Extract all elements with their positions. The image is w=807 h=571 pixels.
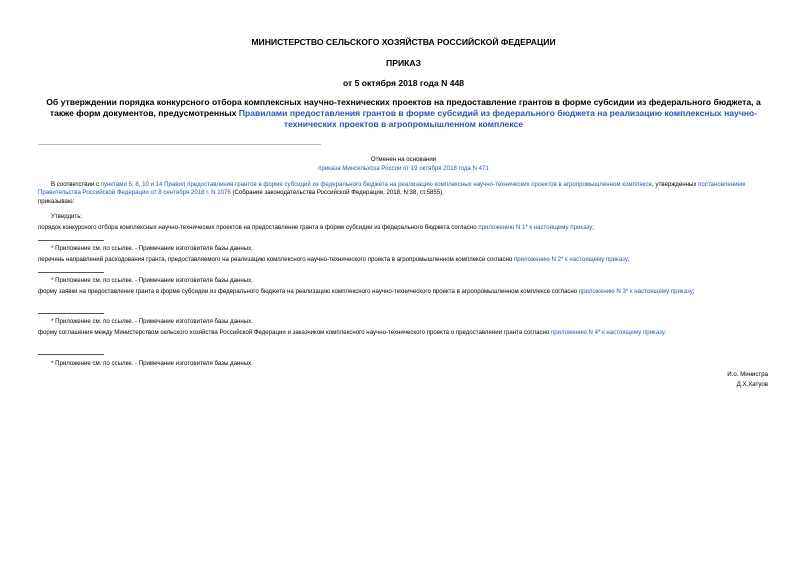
cancel-label: Отменен на основании [370, 156, 437, 163]
footnote-divider [38, 354, 104, 355]
preamble-text: , утвержденных [652, 181, 699, 188]
item-end: ; [592, 224, 594, 231]
footnote: * Приложение см. по ссылке. - Примечание изготовителя базы данных. [51, 360, 253, 367]
item-text: форму соглашения между Министерством сельского хозяйства Российской Федерации и заказчиком комплексного научно-технического проекта о предоставлении гранта согласно [38, 329, 551, 336]
item-end: . [664, 329, 667, 336]
date-number-heading: от 5 октября 2018 года N 448 [342, 78, 465, 88]
appendix-1-link[interactable]: приложению N 1* к настоящему приказу [478, 224, 593, 231]
footnote-divider [38, 240, 104, 241]
preamble-paragraph [38, 181, 769, 197]
item-text: перечень направлений расходования гранта, предоставляемого на реализацию комплексного научно-технического проекта в агропромышленном комплексе согласно [38, 256, 514, 263]
preamble-text: В соответствии с [51, 181, 101, 188]
preamble-text: (Собрание законодательства Российской Федерации, 2018, N 38, ст.5855), [230, 189, 444, 197]
government-decree-link[interactable]: постановлением Правительства Российской Федерации от 8 сентября 2018 г. N 1076 [38, 181, 746, 197]
signature-position: И.о. Министра [727, 371, 768, 378]
order-word: приказываю: [38, 198, 75, 205]
footnote-divider [38, 272, 104, 273]
footnote: * Приложение см. по ссылке. - Примечание изготовителя базы данных. [51, 318, 253, 325]
list-item [38, 224, 769, 232]
item-end: ; [692, 288, 695, 295]
title-rules-link[interactable]: Правилами предоставления грантов в форме субсидий из федерального бюджета на реализацию комплексных научно-технических проектов в агропромышленном комплексе [238, 108, 758, 129]
footnote: * Приложение см. по ссылке. - Примечание изготовителя базы данных. [51, 277, 253, 284]
appendix-3-link[interactable]: приложению N 3* к настоящему приказу [578, 288, 693, 295]
divider [38, 144, 321, 145]
footnote-divider [38, 313, 104, 314]
ministry-heading: МИНИСТЕРСТВО СЕЛЬСКОГО ХОЗЯЙСТВА РОССИЙСКОЙ ФЕДЕРАЦИИ [251, 37, 556, 47]
list-item [38, 329, 769, 337]
document-title [38, 97, 769, 130]
footnote: * Приложение см. по ссылке. - Примечание изготовителя базы данных. [51, 245, 253, 252]
cancel-link[interactable]: приказа Минсельхоза России от 19 октября 2018 года N 471 [318, 165, 489, 172]
appendix-2-link[interactable]: приложению N 2* к настоящему приказу [513, 256, 628, 263]
item-end: ; [627, 256, 630, 263]
doc-type-heading: ПРИКАЗ [386, 58, 421, 68]
item-text: форму заявки на предоставление гранта в форме субсидии из федерального бюджета на реализацию комплексного научно-технического проекта в агропромышленном комплексе согласно [38, 288, 579, 295]
list-item [38, 256, 769, 264]
rules-points-link[interactable]: пунктами 5, 8, 10 и 14 Правил предоставления грантов в форме субсидий из федерального бюджета на реализацию комплексных научно-технических проектов в агропромышленном комплексе [100, 181, 653, 188]
item-text: порядок конкурсного отбора комплексных научно-технических проектов на предоставление гранта в форме субсидии из федерального бюджета согласно [38, 224, 479, 231]
appendix-4-link[interactable]: приложению N 4* к настоящему приказу [550, 329, 665, 336]
list-item [38, 288, 769, 296]
approve-word: Утвердить: [51, 213, 83, 220]
signature-name: Д.Х.Хатуов [736, 381, 768, 388]
title-text: Об утверждении порядка конкурсного отбора комплексных научно-технических проектов на предоставление грантов в форме субсидии из федерального бюджета, а также форм документов, предусмотренных [46, 97, 761, 118]
